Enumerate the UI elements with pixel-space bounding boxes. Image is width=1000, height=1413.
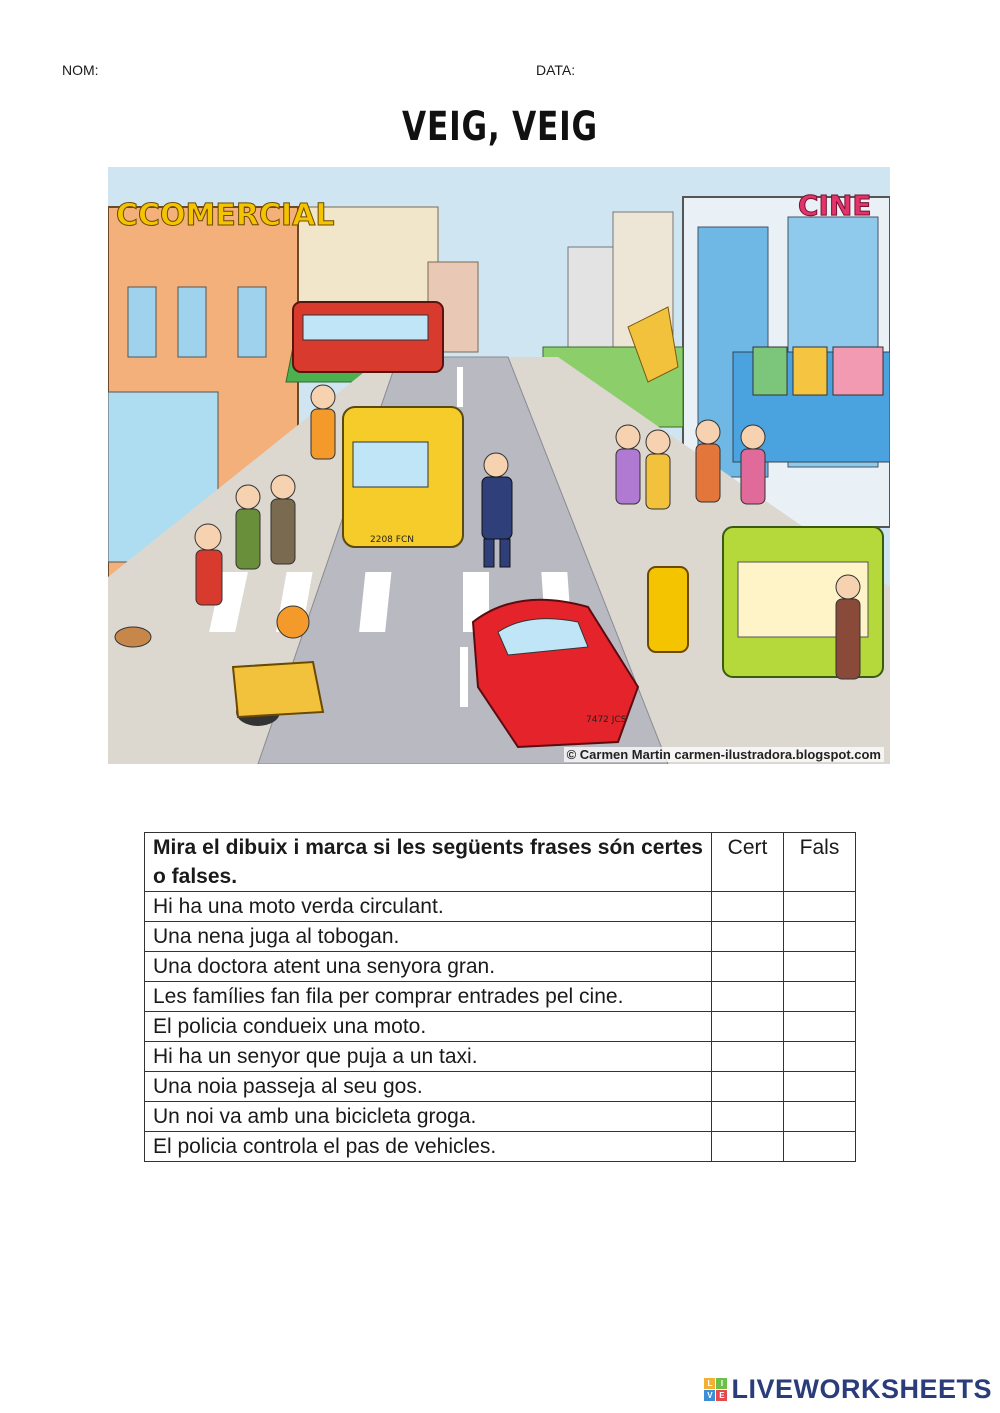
data-label: DATA:	[536, 62, 576, 78]
fals-checkbox[interactable]	[784, 1012, 856, 1042]
fals-checkbox[interactable]	[784, 1072, 856, 1102]
statement: Hi ha un senyor que puja a un taxi.	[145, 1042, 712, 1072]
cert-checkbox[interactable]	[712, 1042, 784, 1072]
fals-checkbox[interactable]	[784, 922, 856, 952]
van-plate: 2208 FCN	[370, 535, 414, 545]
statement: Les famílies fan fila per comprar entrades pel cine.	[145, 982, 712, 1012]
fals-checkbox[interactable]	[784, 1132, 856, 1162]
cert-checkbox[interactable]	[712, 922, 784, 952]
cinema-sign: CINE	[798, 189, 872, 222]
table-row	[145, 952, 856, 982]
cert-checkbox[interactable]	[712, 892, 784, 922]
cert-header: Cert	[712, 833, 784, 892]
table-row	[145, 892, 856, 922]
liveworksheets-brand[interactable]	[704, 1374, 992, 1405]
logo-letter: I	[716, 1378, 727, 1389]
cert-checkbox[interactable]	[712, 982, 784, 1012]
cert-checkbox[interactable]	[712, 1072, 784, 1102]
fals-checkbox[interactable]	[784, 952, 856, 982]
statement: El policia controla el pas de vehicles.	[145, 1132, 712, 1162]
statement: El policia condueix una moto.	[145, 1012, 712, 1042]
illustration-credit: © Carmen Martin carmen-ilustradora.blogspot.com	[564, 747, 884, 762]
cert-checkbox[interactable]	[712, 1132, 784, 1162]
cert-checkbox[interactable]	[712, 952, 784, 982]
table-row	[145, 1072, 856, 1102]
statement: Una nena juga al tobogan.	[145, 922, 712, 952]
fals-checkbox[interactable]	[784, 982, 856, 1012]
statement: Una doctora atent una senyora gran.	[145, 952, 712, 982]
logo-letter: E	[716, 1390, 727, 1401]
cert-checkbox[interactable]	[712, 1012, 784, 1042]
table-header-row	[145, 833, 856, 892]
table-row	[145, 922, 856, 952]
car-plate: 7472 JCS	[586, 715, 627, 725]
shop-sign: CCOMERCIAL	[116, 198, 335, 233]
instruction-cell: Mira el dibuix i marca si les següents frases són certes o falses.	[145, 833, 712, 892]
table-row	[145, 982, 856, 1012]
true-false-table	[144, 832, 856, 1162]
table-row	[145, 1132, 856, 1162]
fals-checkbox[interactable]	[784, 892, 856, 922]
fals-header: Fals	[784, 833, 856, 892]
fals-checkbox[interactable]	[784, 1042, 856, 1072]
table-row	[145, 1042, 856, 1072]
table-row	[145, 1102, 856, 1132]
logo-letter: L	[704, 1378, 715, 1389]
logo-letter: V	[704, 1390, 715, 1401]
statement: Una noia passeja al seu gos.	[145, 1072, 712, 1102]
liveworksheets-logo-icon	[704, 1378, 727, 1401]
fals-checkbox[interactable]	[784, 1102, 856, 1132]
cert-checkbox[interactable]	[712, 1102, 784, 1132]
statement: Un noi va amb una bicicleta groga.	[145, 1102, 712, 1132]
brand-name: LIVEWORKSHEETS	[731, 1374, 992, 1404]
nom-label: NOM:	[62, 62, 99, 78]
statement: Hi ha una moto verda circulant.	[145, 892, 712, 922]
page-title: VEIG, VEIG	[402, 104, 598, 150]
table-row	[145, 1012, 856, 1042]
street-illustration	[108, 167, 890, 764]
